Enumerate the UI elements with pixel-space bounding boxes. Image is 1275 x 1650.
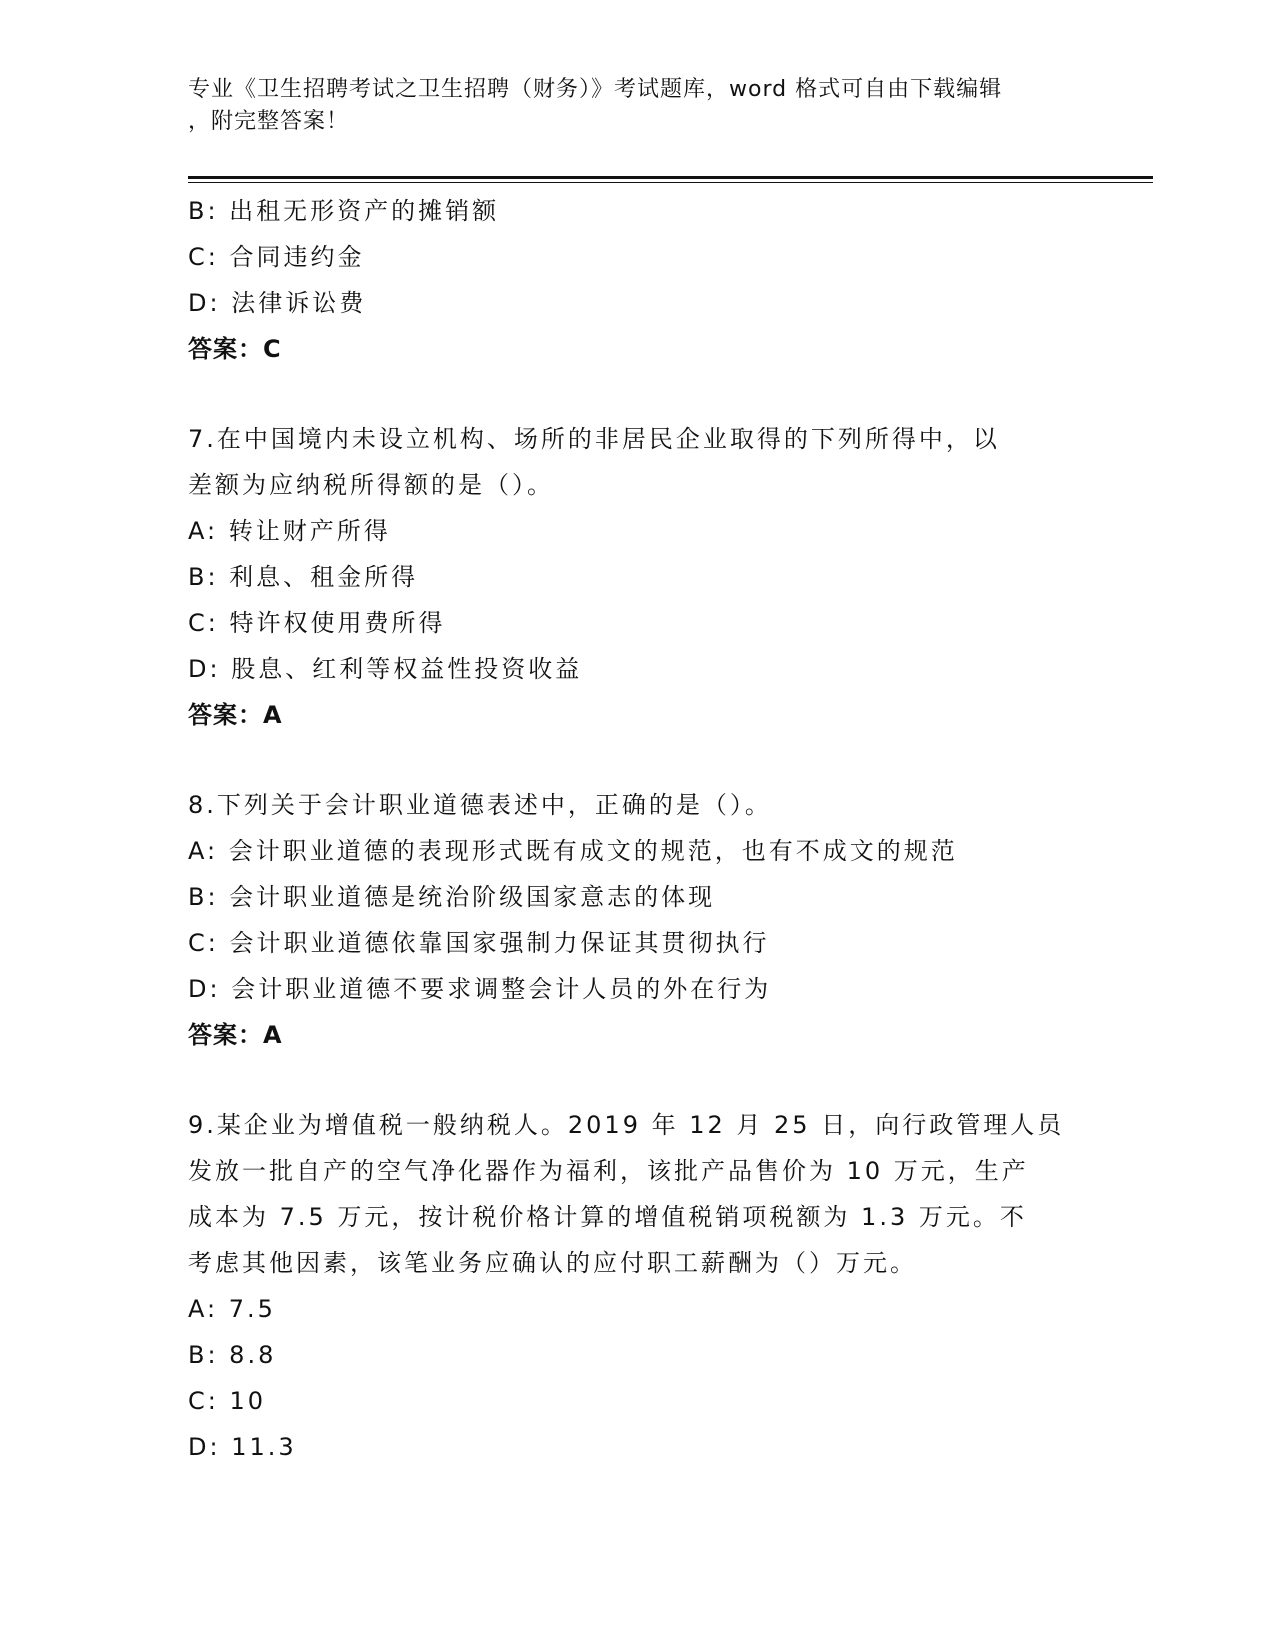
option-c: C: 合同违约金 [188, 243, 365, 271]
question-list [188, 188, 1088, 1470]
question-6 [188, 188, 1088, 372]
option-a: A: 转让财产所得 [188, 517, 391, 545]
option-d: D: 11.3 [188, 1433, 297, 1461]
question-stem: 7.在中国境内未设立机构、场所的非居民企业取得的下列所得中，以 [188, 425, 1000, 453]
option-d: D: 会计职业道德不要求调整会计人员的外在行为 [188, 975, 772, 1003]
answer: 答案：C [188, 335, 282, 363]
option-b: B: 利息、租金所得 [188, 563, 419, 591]
option-b: B: 出租无形资产的摊销额 [188, 197, 500, 225]
question-stem: 成本为 7.5 万元，按计税价格计算的增值税销项税额为 1.3 万元。不 [188, 1203, 1027, 1231]
header-rule-thick [188, 176, 1153, 179]
spacer [188, 1058, 1088, 1102]
option-c: C: 10 [188, 1387, 267, 1415]
question-8 [188, 782, 1088, 1058]
option-b: B: 8.8 [188, 1341, 277, 1369]
document-header [188, 74, 1088, 138]
option-d: D: 股息、红利等权益性投资收益 [188, 655, 583, 683]
question-stem: 差额为应纳税所得额的是（）。 [188, 471, 554, 499]
question-stem: 考虑其他因素，该笔业务应确认的应付职工薪酬为（）万元。 [188, 1249, 917, 1277]
question-stem: 8.下列关于会计职业道德表述中，正确的是（）。 [188, 791, 772, 819]
question-9 [188, 1102, 1088, 1470]
answer: 答案：A [188, 701, 283, 729]
option-b: B: 会计职业道德是统治阶级国家意志的体现 [188, 883, 716, 911]
question-stem: 发放一批自产的空气净化器作为福利，该批产品售价为 10 万元，生产 [188, 1157, 1029, 1185]
header-line-2: ，附完整答案！ [188, 109, 350, 134]
option-c: C: 特许权使用费所得 [188, 609, 446, 637]
spacer [188, 738, 1088, 782]
answer: 答案：A [188, 1021, 283, 1049]
question-stem: 9.某企业为增值税一般纳税人。2019 年 12 月 25 日，向行政管理人员 [188, 1111, 1065, 1139]
option-d: D: 法律诉讼费 [188, 289, 367, 317]
option-a: A: 7.5 [188, 1295, 276, 1323]
option-c: C: 会计职业道德依靠国家强制力保证其贯彻执行 [188, 929, 770, 957]
header-rule-thin [188, 182, 1153, 183]
spacer [188, 372, 1088, 416]
header-line-1: 专业《卫生招聘考试之卫生招聘（财务）》考试题库，word 格式可自由下载编辑 [188, 77, 1003, 102]
question-7 [188, 416, 1088, 738]
option-a: A: 会计职业道德的表现形式既有成文的规范，也有不成文的规范 [188, 837, 958, 865]
